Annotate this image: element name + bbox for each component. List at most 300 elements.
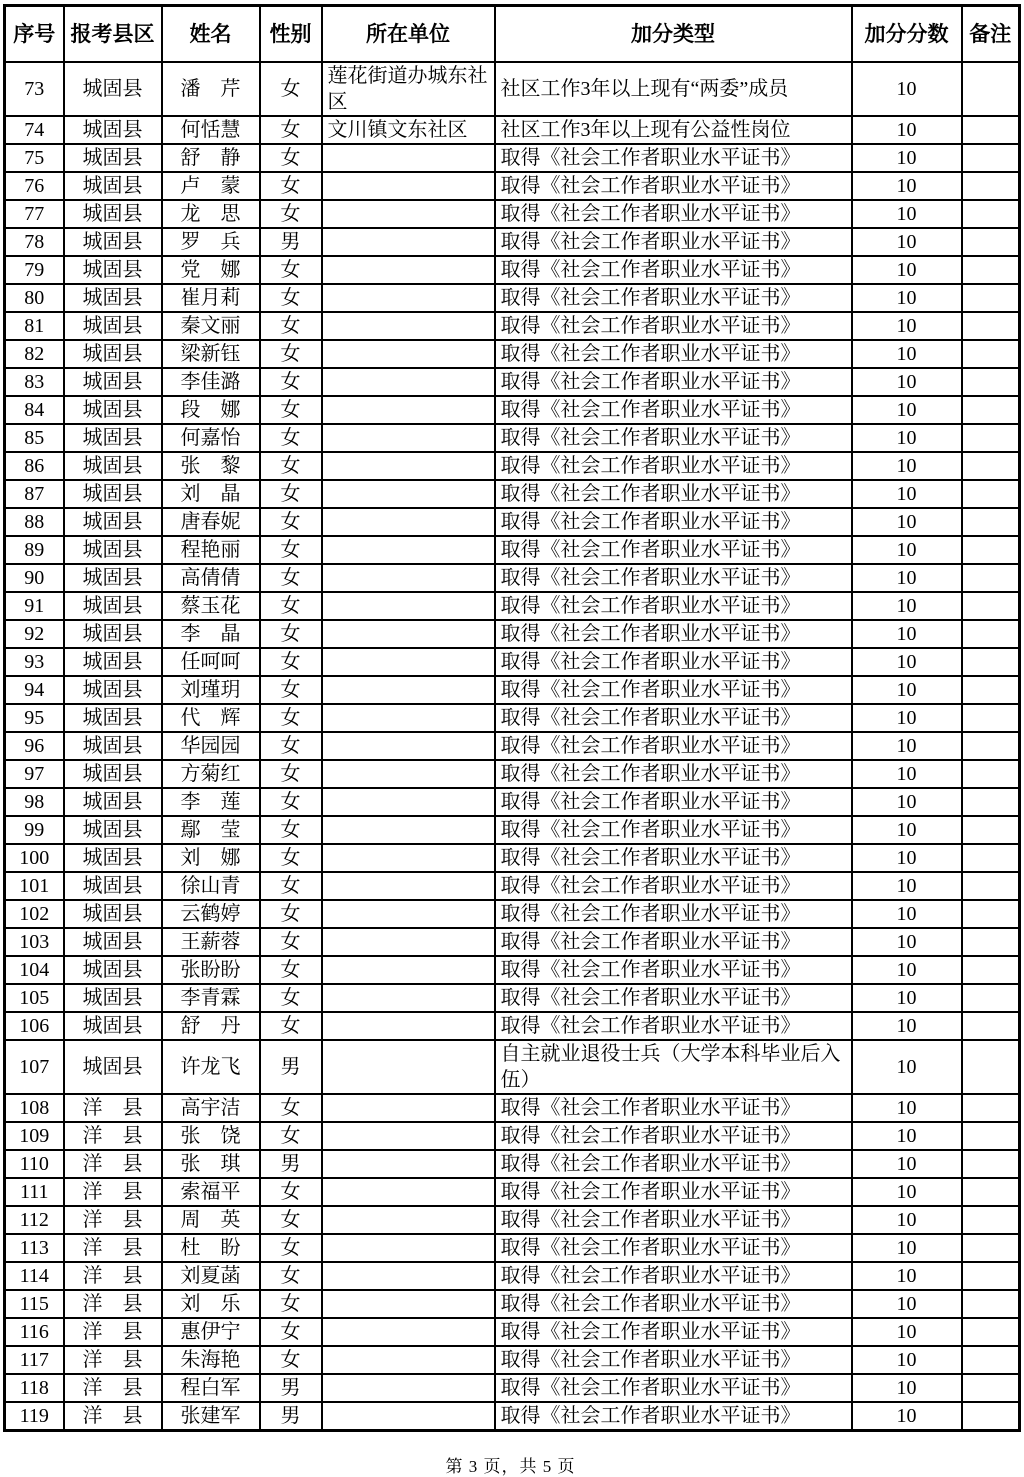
cell-name: 张 饶	[162, 1122, 260, 1150]
page-indicator: 第 3 页，共 5 页	[445, 1457, 576, 1476]
cell-remark	[962, 1206, 1020, 1234]
cell-serial: 106	[5, 1012, 64, 1040]
cell-unit	[322, 928, 495, 956]
cell-county: 城固县	[64, 564, 162, 592]
cell-gender: 女	[260, 284, 322, 312]
cell-remark	[962, 1178, 1020, 1206]
cell-county: 城固县	[64, 62, 162, 116]
cell-serial: 107	[5, 1040, 64, 1094]
cell-type: 取得《社会工作者职业水平证书》	[495, 1206, 852, 1234]
cell-gender: 女	[260, 1234, 322, 1262]
cell-type: 取得《社会工作者职业水平证书》	[495, 1374, 852, 1402]
cell-name: 方菊红	[162, 760, 260, 788]
cell-serial: 90	[5, 564, 64, 592]
cell-county: 城固县	[64, 312, 162, 340]
cell-name: 张盼盼	[162, 956, 260, 984]
cell-type: 取得《社会工作者职业水平证书》	[495, 256, 852, 284]
cell-county: 城固县	[64, 172, 162, 200]
cell-remark	[962, 1290, 1020, 1318]
cell-unit	[322, 1122, 495, 1150]
cell-name: 潘 芹	[162, 62, 260, 116]
cell-type: 取得《社会工作者职业水平证书》	[495, 900, 852, 928]
cell-name: 张 琪	[162, 1150, 260, 1178]
cell-serial: 89	[5, 536, 64, 564]
cell-gender: 女	[260, 620, 322, 648]
cell-remark	[962, 1346, 1020, 1374]
col-header-type: 加分类型	[495, 6, 852, 63]
cell-serial: 109	[5, 1122, 64, 1150]
cell-name: 何嘉怡	[162, 424, 260, 452]
table-row	[5, 592, 1020, 620]
cell-unit	[322, 1402, 495, 1431]
cell-gender: 女	[260, 340, 322, 368]
cell-county: 城固县	[64, 480, 162, 508]
table-row	[5, 536, 1020, 564]
table-row	[5, 1122, 1020, 1150]
cell-score: 10	[852, 312, 962, 340]
cell-name: 舒 静	[162, 144, 260, 172]
cell-name: 刘 晶	[162, 480, 260, 508]
cell-name: 刘夏菡	[162, 1262, 260, 1290]
cell-unit	[322, 172, 495, 200]
cell-serial: 91	[5, 592, 64, 620]
cell-type: 取得《社会工作者职业水平证书》	[495, 1262, 852, 1290]
cell-name: 党 娜	[162, 256, 260, 284]
table-row	[5, 116, 1020, 144]
col-header-unit: 所在单位	[322, 6, 495, 63]
cell-name: 云鹤婷	[162, 900, 260, 928]
cell-score: 10	[852, 228, 962, 256]
cell-county: 城固县	[64, 900, 162, 928]
cell-name: 高倩倩	[162, 564, 260, 592]
cell-county: 城固县	[64, 956, 162, 984]
col-header-score: 加分分数	[852, 6, 962, 63]
cell-county: 城固县	[64, 200, 162, 228]
cell-remark	[962, 396, 1020, 424]
cell-county: 洋 县	[64, 1234, 162, 1262]
cell-serial: 114	[5, 1262, 64, 1290]
cell-gender: 女	[260, 62, 322, 116]
cell-remark	[962, 956, 1020, 984]
cell-county: 洋 县	[64, 1122, 162, 1150]
cell-serial: 82	[5, 340, 64, 368]
cell-score: 10	[852, 648, 962, 676]
cell-gender: 女	[260, 1346, 322, 1374]
cell-gender: 女	[260, 536, 322, 564]
cell-serial: 73	[5, 62, 64, 116]
cell-county: 城固县	[64, 872, 162, 900]
cell-type: 取得《社会工作者职业水平证书》	[495, 424, 852, 452]
cell-name: 李青霖	[162, 984, 260, 1012]
cell-score: 10	[852, 1346, 962, 1374]
cell-score: 10	[852, 1206, 962, 1234]
cell-gender: 男	[260, 1402, 322, 1431]
cell-unit	[322, 396, 495, 424]
cell-serial: 98	[5, 788, 64, 816]
cell-remark	[962, 1094, 1020, 1122]
cell-remark	[962, 228, 1020, 256]
cell-score: 10	[852, 704, 962, 732]
cell-name: 李 莲	[162, 788, 260, 816]
cell-unit	[322, 424, 495, 452]
cell-county: 洋 县	[64, 1262, 162, 1290]
cell-county: 城固县	[64, 704, 162, 732]
table-row	[5, 144, 1020, 172]
cell-remark	[962, 256, 1020, 284]
cell-score: 10	[852, 1150, 962, 1178]
cell-remark	[962, 116, 1020, 144]
cell-remark	[962, 872, 1020, 900]
cell-unit	[322, 1206, 495, 1234]
cell-score: 10	[852, 872, 962, 900]
cell-remark	[962, 480, 1020, 508]
table-row	[5, 1094, 1020, 1122]
cell-gender: 女	[260, 648, 322, 676]
cell-gender: 女	[260, 844, 322, 872]
cell-remark	[962, 284, 1020, 312]
col-header-remark: 备注	[962, 6, 1020, 63]
cell-serial: 79	[5, 256, 64, 284]
cell-county: 城固县	[64, 340, 162, 368]
table-row	[5, 1262, 1020, 1290]
cell-gender: 女	[260, 200, 322, 228]
cell-score: 10	[852, 62, 962, 116]
cell-unit	[322, 676, 495, 704]
cell-remark	[962, 312, 1020, 340]
cell-score: 10	[852, 284, 962, 312]
cell-type: 取得《社会工作者职业水平证书》	[495, 648, 852, 676]
table-row	[5, 676, 1020, 704]
cell-county: 城固县	[64, 452, 162, 480]
cell-county: 洋 县	[64, 1374, 162, 1402]
cell-remark	[962, 172, 1020, 200]
table-row	[5, 788, 1020, 816]
cell-name: 许龙飞	[162, 1040, 260, 1094]
cell-score: 10	[852, 928, 962, 956]
bonus-points-table	[3, 4, 1021, 1432]
cell-unit	[322, 312, 495, 340]
cell-unit	[322, 1374, 495, 1402]
cell-unit	[322, 1346, 495, 1374]
cell-county: 洋 县	[64, 1290, 162, 1318]
cell-gender: 女	[260, 1318, 322, 1346]
cell-type: 取得《社会工作者职业水平证书》	[495, 1178, 852, 1206]
cell-score: 10	[852, 480, 962, 508]
cell-gender: 女	[260, 1122, 322, 1150]
cell-serial: 103	[5, 928, 64, 956]
cell-serial: 84	[5, 396, 64, 424]
table-row	[5, 62, 1020, 116]
cell-remark	[962, 760, 1020, 788]
table-body	[5, 62, 1020, 1431]
cell-serial: 75	[5, 144, 64, 172]
cell-unit	[322, 1012, 495, 1040]
cell-type: 取得《社会工作者职业水平证书》	[495, 480, 852, 508]
cell-unit	[322, 256, 495, 284]
table-row	[5, 1374, 1020, 1402]
cell-score: 10	[852, 424, 962, 452]
cell-score: 10	[852, 1012, 962, 1040]
cell-score: 10	[852, 620, 962, 648]
cell-unit	[322, 1040, 495, 1094]
cell-county: 城固县	[64, 1040, 162, 1094]
cell-serial: 99	[5, 816, 64, 844]
cell-remark	[962, 368, 1020, 396]
cell-unit	[322, 1234, 495, 1262]
cell-type: 取得《社会工作者职业水平证书》	[495, 1150, 852, 1178]
cell-gender: 女	[260, 116, 322, 144]
cell-remark	[962, 1122, 1020, 1150]
cell-county: 城固县	[64, 760, 162, 788]
cell-name: 程艳丽	[162, 536, 260, 564]
cell-gender: 女	[260, 928, 322, 956]
cell-name: 秦文丽	[162, 312, 260, 340]
cell-serial: 85	[5, 424, 64, 452]
cell-gender: 女	[260, 1178, 322, 1206]
cell-type: 取得《社会工作者职业水平证书》	[495, 760, 852, 788]
cell-gender: 女	[260, 816, 322, 844]
cell-county: 城固县	[64, 1012, 162, 1040]
cell-remark	[962, 1374, 1020, 1402]
cell-serial: 76	[5, 172, 64, 200]
cell-gender: 女	[260, 760, 322, 788]
cell-score: 10	[852, 1040, 962, 1094]
cell-gender: 男	[260, 1150, 322, 1178]
cell-county: 城固县	[64, 928, 162, 956]
cell-county: 城固县	[64, 116, 162, 144]
cell-name: 崔月莉	[162, 284, 260, 312]
cell-remark	[962, 1234, 1020, 1262]
cell-score: 10	[852, 1122, 962, 1150]
cell-remark	[962, 508, 1020, 536]
cell-serial: 112	[5, 1206, 64, 1234]
cell-unit	[322, 620, 495, 648]
cell-county: 洋 县	[64, 1178, 162, 1206]
cell-type: 取得《社会工作者职业水平证书》	[495, 1290, 852, 1318]
cell-type: 取得《社会工作者职业水平证书》	[495, 1318, 852, 1346]
cell-name: 卢 蒙	[162, 172, 260, 200]
table-row	[5, 704, 1020, 732]
cell-name: 李 晶	[162, 620, 260, 648]
cell-name: 刘 乐	[162, 1290, 260, 1318]
cell-gender: 女	[260, 1094, 322, 1122]
cell-serial: 81	[5, 312, 64, 340]
col-header-county: 报考县区	[64, 6, 162, 63]
cell-type: 取得《社会工作者职业水平证书》	[495, 508, 852, 536]
cell-type: 取得《社会工作者职业水平证书》	[495, 368, 852, 396]
cell-county: 城固县	[64, 256, 162, 284]
cell-remark	[962, 1402, 1020, 1431]
cell-county: 城固县	[64, 816, 162, 844]
table-row	[5, 928, 1020, 956]
cell-county: 城固县	[64, 228, 162, 256]
table-row	[5, 508, 1020, 536]
table-row	[5, 340, 1020, 368]
cell-type: 取得《社会工作者职业水平证书》	[495, 396, 852, 424]
cell-score: 10	[852, 1402, 962, 1431]
cell-type: 社区工作3年以上现有公益性岗位	[495, 116, 852, 144]
cell-serial: 93	[5, 648, 64, 676]
cell-unit	[322, 704, 495, 732]
cell-remark	[962, 1012, 1020, 1040]
header-row	[5, 6, 1020, 63]
cell-unit	[322, 480, 495, 508]
cell-county: 城固县	[64, 788, 162, 816]
cell-serial: 88	[5, 508, 64, 536]
cell-remark	[962, 452, 1020, 480]
cell-type: 取得《社会工作者职业水平证书》	[495, 1234, 852, 1262]
cell-serial: 96	[5, 732, 64, 760]
table-row	[5, 200, 1020, 228]
cell-score: 10	[852, 1318, 962, 1346]
table-row	[5, 284, 1020, 312]
cell-serial: 92	[5, 620, 64, 648]
cell-type: 取得《社会工作者职业水平证书》	[495, 788, 852, 816]
cell-score: 10	[852, 200, 962, 228]
cell-type: 取得《社会工作者职业水平证书》	[495, 452, 852, 480]
table-row	[5, 844, 1020, 872]
cell-gender: 女	[260, 592, 322, 620]
cell-score: 10	[852, 1374, 962, 1402]
cell-score: 10	[852, 256, 962, 284]
cell-gender: 女	[260, 508, 322, 536]
cell-remark	[962, 900, 1020, 928]
cell-county: 洋 县	[64, 1318, 162, 1346]
cell-name: 鄢 莹	[162, 816, 260, 844]
cell-name: 唐春妮	[162, 508, 260, 536]
col-header-name: 姓名	[162, 6, 260, 63]
table-row	[5, 1178, 1020, 1206]
cell-type: 取得《社会工作者职业水平证书》	[495, 956, 852, 984]
cell-serial: 78	[5, 228, 64, 256]
cell-name: 任呵呵	[162, 648, 260, 676]
table-row	[5, 732, 1020, 760]
cell-type: 取得《社会工作者职业水平证书》	[495, 1402, 852, 1431]
cell-type: 取得《社会工作者职业水平证书》	[495, 1122, 852, 1150]
cell-unit	[322, 1290, 495, 1318]
table-row	[5, 312, 1020, 340]
cell-gender: 男	[260, 228, 322, 256]
cell-name: 舒 丹	[162, 1012, 260, 1040]
cell-gender: 女	[260, 172, 322, 200]
cell-serial: 111	[5, 1178, 64, 1206]
cell-unit	[322, 1150, 495, 1178]
cell-remark	[962, 676, 1020, 704]
cell-type: 取得《社会工作者职业水平证书》	[495, 312, 852, 340]
table-row	[5, 228, 1020, 256]
cell-type: 取得《社会工作者职业水平证书》	[495, 592, 852, 620]
cell-type: 取得《社会工作者职业水平证书》	[495, 872, 852, 900]
cell-score: 10	[852, 1262, 962, 1290]
table-row	[5, 956, 1020, 984]
cell-serial: 94	[5, 676, 64, 704]
cell-name: 王薪蓉	[162, 928, 260, 956]
table-row	[5, 564, 1020, 592]
cell-remark	[962, 340, 1020, 368]
cell-unit	[322, 284, 495, 312]
cell-unit	[322, 844, 495, 872]
cell-county: 城固县	[64, 732, 162, 760]
table-row	[5, 816, 1020, 844]
cell-score: 10	[852, 900, 962, 928]
cell-gender: 女	[260, 396, 322, 424]
table-row	[5, 900, 1020, 928]
cell-unit: 文川镇文东社区	[322, 116, 495, 144]
cell-score: 10	[852, 368, 962, 396]
cell-unit	[322, 956, 495, 984]
table-row	[5, 256, 1020, 284]
cell-type: 取得《社会工作者职业水平证书》	[495, 284, 852, 312]
cell-county: 城固县	[64, 536, 162, 564]
cell-serial: 80	[5, 284, 64, 312]
cell-name: 代 辉	[162, 704, 260, 732]
cell-county: 城固县	[64, 508, 162, 536]
cell-score: 10	[852, 788, 962, 816]
cell-score: 10	[852, 396, 962, 424]
table-row	[5, 872, 1020, 900]
cell-name: 张建军	[162, 1402, 260, 1431]
cell-gender: 女	[260, 452, 322, 480]
cell-county: 城固县	[64, 592, 162, 620]
table-row	[5, 1318, 1020, 1346]
cell-serial: 118	[5, 1374, 64, 1402]
cell-serial: 105	[5, 984, 64, 1012]
cell-gender: 女	[260, 256, 322, 284]
cell-gender: 女	[260, 564, 322, 592]
cell-gender: 女	[260, 1206, 322, 1234]
cell-county: 城固县	[64, 648, 162, 676]
cell-gender: 女	[260, 368, 322, 396]
cell-unit	[322, 1318, 495, 1346]
cell-unit	[322, 508, 495, 536]
cell-gender: 女	[260, 732, 322, 760]
cell-type: 取得《社会工作者职业水平证书》	[495, 144, 852, 172]
cell-name: 罗 兵	[162, 228, 260, 256]
cell-remark	[962, 1040, 1020, 1094]
cell-county: 城固县	[64, 984, 162, 1012]
cell-name: 李佳潞	[162, 368, 260, 396]
cell-remark	[962, 928, 1020, 956]
cell-name: 刘瑾玥	[162, 676, 260, 704]
cell-name: 杜 盼	[162, 1234, 260, 1262]
cell-score: 10	[852, 1094, 962, 1122]
cell-unit	[322, 1178, 495, 1206]
cell-serial: 101	[5, 872, 64, 900]
cell-county: 城固县	[64, 424, 162, 452]
cell-county: 洋 县	[64, 1206, 162, 1234]
cell-unit	[322, 228, 495, 256]
cell-unit	[322, 536, 495, 564]
table-row	[5, 396, 1020, 424]
cell-name: 龙 思	[162, 200, 260, 228]
cell-gender: 女	[260, 480, 322, 508]
table-row	[5, 1040, 1020, 1094]
cell-type: 取得《社会工作者职业水平证书》	[495, 928, 852, 956]
cell-unit	[322, 732, 495, 760]
cell-unit	[322, 452, 495, 480]
cell-gender: 女	[260, 144, 322, 172]
cell-type: 取得《社会工作者职业水平证书》	[495, 1094, 852, 1122]
cell-county: 城固县	[64, 368, 162, 396]
cell-county: 洋 县	[64, 1346, 162, 1374]
cell-county: 城固县	[64, 676, 162, 704]
cell-score: 10	[852, 732, 962, 760]
cell-score: 10	[852, 816, 962, 844]
cell-unit	[322, 368, 495, 396]
cell-score: 10	[852, 844, 962, 872]
cell-unit	[322, 816, 495, 844]
cell-name: 段 娜	[162, 396, 260, 424]
